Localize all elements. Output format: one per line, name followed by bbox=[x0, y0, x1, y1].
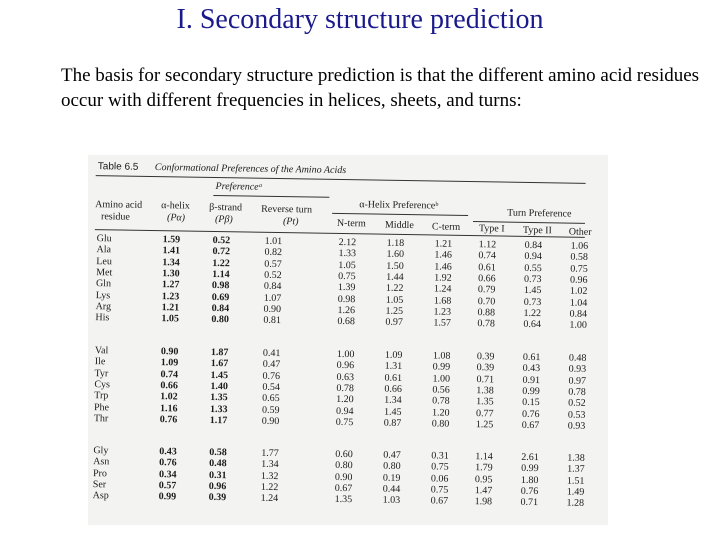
cell-type1: 0.70 bbox=[477, 295, 496, 307]
cell-other: 1.37 bbox=[567, 463, 585, 476]
cell-beta: 1.35 bbox=[210, 392, 228, 404]
cell-other: 1.02 bbox=[569, 285, 588, 298]
cell-middle: 1.22 bbox=[385, 282, 404, 295]
cell-middle: 1.44 bbox=[386, 271, 404, 283]
cell-beta: 1.87 bbox=[210, 346, 229, 359]
group-header-preference: Preferenceᵃ bbox=[215, 181, 263, 193]
cell-other: 0.52 bbox=[568, 397, 586, 410]
cell-other: 1.49 bbox=[566, 486, 585, 498]
amino-acid-label: Asn bbox=[93, 456, 110, 468]
cell-other: 1.00 bbox=[569, 319, 587, 331]
cell-alpha: 1.30 bbox=[162, 268, 180, 280]
cell-beta: 0.84 bbox=[211, 302, 230, 315]
slide-title: I. Secondary structure prediction bbox=[176, 4, 544, 35]
cell-beta: 1.45 bbox=[210, 369, 229, 381]
amino-acid-label: Arg bbox=[95, 300, 112, 313]
cell-other: 0.84 bbox=[569, 308, 588, 320]
cell-alpha: 0.74 bbox=[160, 368, 179, 381]
amino-acid-label: Leu bbox=[96, 255, 112, 267]
amino-acid-label: Pro bbox=[92, 467, 107, 479]
cell-middle: 0.87 bbox=[383, 417, 402, 429]
cell-nterm: 1.20 bbox=[336, 394, 354, 406]
cell-turn: 0.90 bbox=[263, 303, 282, 315]
col-header-amino-1: Amino acid bbox=[95, 199, 143, 211]
cell-alpha: 0.34 bbox=[158, 468, 177, 481]
cell-type1: 0.88 bbox=[477, 306, 496, 319]
cell-turn: 1.32 bbox=[260, 470, 279, 482]
cell-middle: 1.50 bbox=[386, 260, 404, 272]
cell-nterm: 0.75 bbox=[338, 270, 356, 283]
cell-type2: 2.61 bbox=[521, 451, 539, 464]
amino-acid-label: Trp bbox=[94, 390, 109, 402]
cell-type2: 0.55 bbox=[524, 262, 542, 274]
col-header-middle: Middle bbox=[384, 219, 414, 232]
cell-middle: 0.44 bbox=[382, 483, 401, 495]
cell-turn: 1.22 bbox=[260, 481, 279, 493]
cell-alpha: 0.57 bbox=[158, 480, 177, 492]
cell-type1: 1.79 bbox=[475, 462, 493, 474]
cell-other: 1.38 bbox=[567, 452, 585, 464]
cell-beta: 0.58 bbox=[209, 446, 227, 459]
rule-preference bbox=[213, 195, 329, 198]
cell-other: 0.96 bbox=[570, 274, 588, 286]
cell-type2: 0.73 bbox=[524, 273, 542, 286]
cell-beta: 0.69 bbox=[211, 291, 230, 303]
cell-type2: 0.91 bbox=[522, 374, 541, 386]
cell-beta: 1.14 bbox=[212, 268, 230, 281]
col-header-alpha-1: α-helix bbox=[161, 200, 190, 212]
cell-other: 1.04 bbox=[569, 297, 588, 309]
cell-middle: 1.05 bbox=[385, 294, 404, 306]
cell-other: 0.93 bbox=[567, 420, 586, 432]
cell-beta: 0.52 bbox=[212, 234, 231, 247]
cell-middle: 0.66 bbox=[384, 383, 402, 395]
cell-cterm: 0.78 bbox=[432, 395, 450, 407]
amino-acid-label: Ile bbox=[94, 356, 106, 368]
amino-acid-label: Ser bbox=[92, 479, 107, 491]
cell-turn: 0.41 bbox=[262, 347, 281, 360]
cell-nterm: 0.63 bbox=[336, 371, 355, 383]
cell-alpha: 1.05 bbox=[161, 313, 180, 325]
cell-middle: 1.31 bbox=[384, 360, 403, 373]
cell-cterm: 0.56 bbox=[432, 384, 450, 396]
cell-type1: 0.77 bbox=[475, 407, 494, 419]
cell-alpha: 0.90 bbox=[160, 346, 179, 358]
cell-beta: 1.67 bbox=[210, 358, 229, 370]
cell-middle: 0.80 bbox=[383, 460, 401, 473]
cell-type2: 0.94 bbox=[524, 251, 543, 263]
cell-middle: 1.34 bbox=[384, 394, 402, 407]
cell-type1: 1.35 bbox=[476, 396, 494, 408]
cell-other: 0.97 bbox=[568, 375, 587, 387]
cell-alpha: 0.66 bbox=[160, 380, 178, 392]
cell-other: 0.48 bbox=[568, 352, 587, 364]
cell-other: 1.06 bbox=[570, 240, 589, 252]
cell-alpha: 0.99 bbox=[158, 491, 177, 503]
cell-middle: 1.25 bbox=[385, 305, 404, 317]
conformational-preferences-table bbox=[88, 155, 608, 525]
cell-middle: 0.19 bbox=[382, 472, 401, 484]
cell-alpha: 1.02 bbox=[160, 391, 178, 403]
amino-acid-label: Tyr bbox=[94, 367, 109, 379]
rule-helix bbox=[332, 213, 468, 216]
rule-top bbox=[96, 175, 586, 184]
cell-turn: 1.34 bbox=[261, 459, 279, 471]
cell-type1: 0.95 bbox=[474, 473, 493, 485]
col-header-other: Other bbox=[568, 226, 592, 238]
cell-type2: 0.71 bbox=[520, 497, 539, 509]
cell-nterm: 0.75 bbox=[335, 416, 354, 428]
intro-paragraph: The basis for secondary structure prediction is that the different amino acid residues occur with different frequencies in helices, sheets, and turns: bbox=[61, 65, 700, 111]
cell-alpha: 1.27 bbox=[161, 279, 180, 291]
cell-cterm: 1.46 bbox=[434, 261, 452, 273]
cell-alpha: 1.34 bbox=[162, 256, 180, 269]
cell-cterm: 0.06 bbox=[430, 473, 449, 485]
cell-type1: 0.61 bbox=[478, 261, 496, 274]
cell-cterm: 0.67 bbox=[430, 495, 449, 507]
cell-middle: 1.18 bbox=[386, 237, 405, 249]
cell-cterm: 1.20 bbox=[431, 406, 450, 419]
cell-beta: 0.72 bbox=[212, 246, 231, 258]
cell-other: 0.58 bbox=[570, 251, 589, 264]
cell-cterm: 1.68 bbox=[433, 294, 452, 307]
cell-turn: 1.07 bbox=[263, 292, 282, 304]
cell-type2: 1.80 bbox=[520, 474, 539, 486]
cell-cterm: 0.75 bbox=[430, 484, 449, 496]
cell-nterm: 0.96 bbox=[336, 360, 355, 372]
cell-cterm: 0.80 bbox=[431, 418, 450, 430]
cell-alpha: 0.43 bbox=[159, 446, 177, 458]
table-caption-label: Table 6.5 bbox=[97, 161, 139, 173]
cell-other: 0.75 bbox=[570, 263, 588, 275]
amino-acid-label: Ala bbox=[96, 244, 112, 256]
cell-other: 1.28 bbox=[566, 497, 585, 510]
cell-middle: 1.09 bbox=[384, 349, 403, 361]
cell-middle: 1.03 bbox=[382, 494, 401, 507]
cell-type1: 1.12 bbox=[478, 239, 497, 251]
cell-beta: 0.80 bbox=[211, 314, 230, 326]
cell-turn: 0.57 bbox=[264, 258, 282, 270]
amino-acid-label: Met bbox=[96, 267, 113, 279]
cell-alpha: 1.59 bbox=[162, 234, 181, 246]
table-photo bbox=[88, 155, 608, 525]
cell-type1: 0.79 bbox=[477, 284, 496, 296]
cell-middle: 0.47 bbox=[383, 449, 401, 461]
amino-acid-label: His bbox=[95, 312, 110, 324]
col-header-beta-2: (Pβ) bbox=[214, 214, 233, 226]
cell-beta: 1.22 bbox=[212, 257, 230, 269]
cell-beta: 0.31 bbox=[208, 469, 227, 481]
cell-cterm: 0.75 bbox=[431, 461, 449, 473]
col-header-beta-1: β-strand bbox=[209, 201, 243, 214]
cell-beta: 1.40 bbox=[210, 380, 228, 393]
cell-nterm: 0.78 bbox=[336, 382, 354, 395]
cell-nterm: 0.94 bbox=[335, 405, 354, 417]
col-header-type1: Type I bbox=[478, 223, 505, 235]
cell-nterm: 1.05 bbox=[338, 259, 356, 271]
cell-middle: 1.45 bbox=[383, 406, 402, 418]
cell-middle: 0.61 bbox=[384, 372, 403, 384]
cell-cterm: 1.57 bbox=[433, 317, 451, 329]
table-caption-text: Conformational Preferences of the Amino Acids bbox=[154, 162, 347, 177]
cell-nterm: 0.68 bbox=[337, 316, 355, 328]
cell-turn: 1.01 bbox=[264, 235, 283, 248]
cell-alpha: 1.23 bbox=[161, 290, 180, 302]
amino-acid-label: Asp bbox=[92, 490, 109, 502]
cell-turn: 0.59 bbox=[261, 404, 280, 416]
cell-turn: 0.81 bbox=[263, 314, 282, 327]
amino-acid-label: Phe bbox=[93, 401, 110, 413]
cell-type1: 0.66 bbox=[478, 273, 496, 285]
cell-type2: 0.67 bbox=[521, 419, 540, 431]
cell-cterm: 1.08 bbox=[432, 350, 451, 362]
cell-type1: 1.14 bbox=[475, 451, 493, 463]
amino-acid-label: Gln bbox=[95, 278, 112, 290]
cell-type2: 0.99 bbox=[522, 385, 540, 398]
cell-type2: 0.43 bbox=[522, 363, 541, 375]
cell-type1: 0.39 bbox=[476, 351, 495, 363]
cell-type2: 0.76 bbox=[520, 485, 539, 498]
group-header-turn: Turn Preference bbox=[507, 207, 572, 220]
amino-acid-label: Gly bbox=[93, 445, 109, 457]
cell-type1: 1.47 bbox=[474, 485, 493, 497]
cell-cterm: 1.23 bbox=[433, 306, 452, 318]
cell-turn: 0.52 bbox=[264, 269, 282, 281]
cell-type2: 0.84 bbox=[524, 239, 543, 252]
cell-cterm: 1.46 bbox=[434, 249, 453, 262]
cell-nterm: 0.98 bbox=[337, 293, 356, 305]
cell-turn: 0.76 bbox=[262, 370, 281, 382]
cell-alpha: 1.41 bbox=[162, 245, 181, 257]
cell-alpha: 0.76 bbox=[159, 413, 178, 426]
cell-alpha: 0.76 bbox=[159, 457, 177, 469]
cell-nterm: 1.33 bbox=[338, 248, 357, 260]
cell-middle: 1.60 bbox=[386, 248, 405, 261]
cell-type1: 0.78 bbox=[477, 318, 495, 330]
cell-turn: 1.24 bbox=[260, 492, 279, 505]
cell-cterm: 1.00 bbox=[432, 373, 451, 385]
amino-acid-label: Val bbox=[94, 345, 109, 357]
cell-alpha: 1.09 bbox=[160, 357, 179, 369]
cell-beta: 1.33 bbox=[209, 403, 228, 415]
cell-alpha: 1.16 bbox=[159, 402, 178, 414]
cell-cterm: 1.24 bbox=[433, 283, 452, 295]
cell-turn: 0.90 bbox=[261, 415, 280, 427]
cell-beta: 0.98 bbox=[211, 280, 230, 292]
cell-other: 0.93 bbox=[568, 363, 587, 376]
cell-beta: 1.17 bbox=[209, 414, 228, 427]
cell-turn: 0.84 bbox=[263, 280, 282, 293]
cell-nterm: 0.80 bbox=[335, 460, 353, 472]
cell-other: 1.51 bbox=[566, 475, 585, 487]
amino-acid-label: Glu bbox=[96, 233, 112, 245]
cell-type1: 0.39 bbox=[476, 362, 495, 374]
col-header-nterm: N-term bbox=[336, 217, 366, 230]
cell-turn: 0.47 bbox=[262, 359, 281, 371]
cell-nterm: 1.35 bbox=[334, 494, 353, 506]
cell-type2: 1.22 bbox=[523, 307, 542, 319]
cell-cterm: 1.92 bbox=[434, 272, 452, 284]
cell-turn: 1.77 bbox=[261, 447, 279, 460]
col-header-turn-2: (Pt) bbox=[282, 216, 299, 228]
col-header-turn-1: Reverse turn bbox=[261, 203, 313, 216]
cell-turn: 0.82 bbox=[264, 247, 283, 259]
cell-type2: 1.45 bbox=[523, 285, 542, 297]
cell-middle: 0.97 bbox=[385, 316, 403, 329]
cell-cterm: 0.31 bbox=[431, 450, 449, 462]
cell-beta: 0.48 bbox=[209, 458, 227, 470]
cell-other: 0.53 bbox=[567, 409, 586, 421]
cell-type1: 1.98 bbox=[474, 496, 493, 508]
cell-type2: 0.99 bbox=[521, 463, 539, 475]
cell-nterm: 1.39 bbox=[337, 282, 356, 294]
col-header-alpha-2: (Pα) bbox=[166, 212, 186, 224]
cell-nterm: 2.12 bbox=[338, 236, 357, 249]
cell-type2: 0.64 bbox=[523, 318, 541, 331]
amino-acid-label: Cys bbox=[94, 379, 111, 391]
cell-type1: 0.71 bbox=[476, 373, 495, 385]
cell-beta: 0.96 bbox=[208, 480, 227, 493]
cell-type2: 0.61 bbox=[522, 351, 541, 364]
cell-type2: 0.15 bbox=[522, 397, 540, 409]
group-header-helix: α-Helix Preferenceᵇ bbox=[359, 199, 439, 212]
col-header-type2: Type II bbox=[522, 224, 552, 237]
cell-type1: 1.25 bbox=[475, 418, 494, 431]
cell-type1: 1.38 bbox=[476, 385, 494, 397]
cell-type1: 0.74 bbox=[478, 250, 497, 262]
cell-nterm: 0.90 bbox=[334, 471, 353, 483]
col-header-cterm: C-term bbox=[431, 221, 461, 233]
cell-cterm: 0.99 bbox=[432, 361, 451, 374]
cell-type2: 0.73 bbox=[523, 296, 542, 308]
cell-nterm: 1.26 bbox=[337, 304, 356, 317]
cell-nterm: 0.67 bbox=[334, 482, 353, 495]
cell-type2: 0.76 bbox=[521, 408, 540, 420]
amino-acid-label: Thr bbox=[93, 412, 109, 425]
cell-other: 0.78 bbox=[568, 386, 586, 398]
col-header-amino-2: residue bbox=[100, 211, 131, 223]
cell-turn: 0.54 bbox=[262, 381, 280, 393]
amino-acid-label: Lys bbox=[95, 289, 111, 301]
cell-nterm: 0.60 bbox=[335, 448, 353, 461]
cell-nterm: 1.00 bbox=[336, 348, 355, 361]
cell-turn: 0.65 bbox=[262, 392, 280, 405]
cell-beta: 0.39 bbox=[208, 492, 227, 504]
cell-alpha: 1.21 bbox=[161, 301, 180, 314]
cell-cterm: 1.21 bbox=[434, 238, 453, 250]
